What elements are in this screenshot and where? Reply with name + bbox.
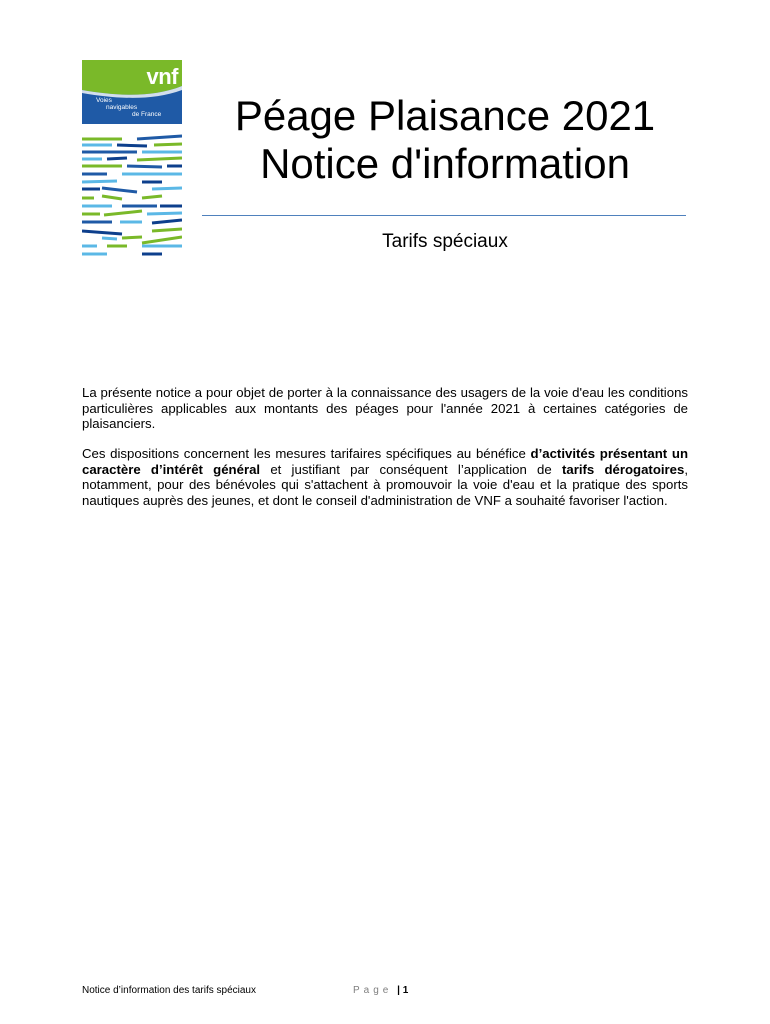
vnf-logo-line2: navigables [106,104,138,111]
title-divider [202,215,686,216]
provisions-text-3: , notamment, pour des bénévoles qui s'attachent à promouvoir la voie d'eau et la pratique des sports nautiques auprès des jeunes, et dont le conseil d'administration de VNF a souhaité favoriser l'action. [82,461,689,508]
footer-page-label: Page [353,985,393,996]
vnf-logo-stripes [82,134,182,264]
vnf-logo-line1: Voies [96,97,112,104]
footer-document-name: Notice d’information des tarifs spéciaux [82,985,256,996]
footer-separator: | [397,985,400,996]
provisions-bold-2: tarifs dérogatoires [561,461,685,477]
document-title-line1: Péage Plaisance 2021 [234,92,656,139]
document-subtitle: Tarifs spéciaux [382,231,508,252]
vnf-logo-wordmark: vnf [146,64,178,89]
footer-page-number: 1 [402,985,409,996]
provisions-text-1: Ces dispositions concernent les mesures tarifaires spécifiques au bénéfice [82,446,531,461]
footer-page-indicator [353,985,408,997]
vnf-logo-line3: de France [132,111,162,118]
intro-paragraph: La présente notice a pour objet de porter à la connaissance des usagers de la voie d'eau les conditions particulières applicables aux montants des péages pour l'année 2021 à certaines catégories de plaisanciers. [82,385,688,432]
vnf-logo [82,60,182,264]
vnf-logo-badge [82,60,182,124]
document-title-line2: Notice d'information [260,140,630,187]
provisions-bold-1: d’activités présentant un caractère d’intérêt général [82,446,689,477]
provisions-text-2: et justifiant par conséquent l’application de [260,461,562,477]
provisions-paragraph [82,446,688,508]
